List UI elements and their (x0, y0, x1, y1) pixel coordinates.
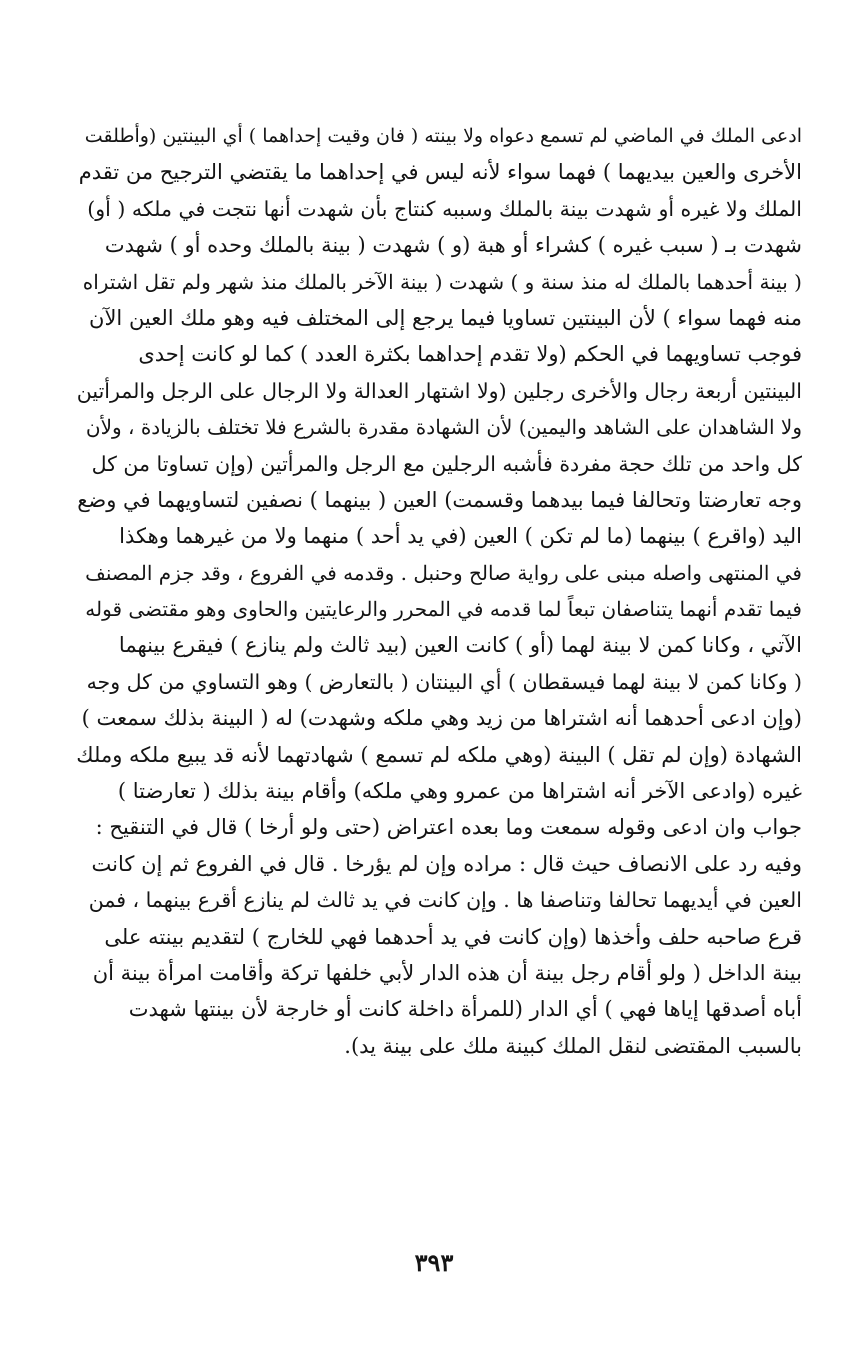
page-number: ٣٩٣ (414, 1248, 454, 1277)
text-line: فيما تقدم أنهما يتناصفان تبعاً لما قدمه في المحرر والرعايتين والحاوى وهو مقتضى قوله (85, 597, 802, 622)
text-line: الشهادة (وإن لم تقل ) البينة (وهي ملكه لم تسمع ) شهادتهما لأنه قد يبيع ملكه وملك (76, 742, 802, 767)
text-line: قرع صاحبه حلف وأخذها (وإن كانت في يد أحدهما فهي للخارج ) لتقديم بينته على (104, 924, 802, 949)
text-line: العين في أيديهما تحالفا وتناصفا ها . وإن كانت في يد ثالث لم ينازع أقرع بينهما ، فمن (88, 888, 802, 913)
text-line: (وإن ادعى أحدهما أنه اشتراها من زيد وهي ملكه وشهدت) له ( البينة بذلك سمعت ) (81, 706, 802, 731)
text-line: كل واحد من تلك حجة مفردة فأشبه الرجلين مع الرجل والمرأتين (وإن تساوتا من كل (91, 451, 802, 476)
text-line: ادعى الملك في الماضي لم تسمع دعواه ولا بينته ( فان وقيت إحداهما ) أي البينتين (وأطلقت (84, 125, 802, 147)
text-line: شهدت بـ ( سبب غيره ) كشراء أو هبة (و ) شهدت ( بينة بالملك وحده أو ) شهدت (104, 233, 802, 258)
text-line: غيره (وادعى الآخر أنه اشتراها من عمرو وهي ملكه) وأقام بينة بذلك ( تعارضتا ) (117, 779, 802, 804)
text-line: بالسبب المقتضى لنقل الملك كبينة ملك على بينة يد). (344, 1033, 802, 1058)
text-line: البينتين أربعة رجال والأخرى رجلين (ولا اشتهار العدالة ولا الرجال على الرجل والمرأتين (76, 378, 802, 403)
text-line: فوجب تساويهما في الحكم (ولا تقدم إحداهما بكثرة العدد ) كما لو كانت إحدى (138, 342, 802, 367)
text-line: ( وكانا كمن لا بينة لهما فيسقطان ) أي البينتان ( بالتعارض ) وهو التساوي من كل وجه (86, 669, 802, 694)
text-line: أباه أصدقها إياها فهي ) أي الدار (للمرأة داخلة كانت أو خارجة لأن بينتها شهدت (128, 997, 802, 1022)
body-text (76, 118, 802, 1064)
text-line: وفيه رد على الانصاف حيث قال : مراده وإن لم يؤرخا . قال في الفروع ثم إن كانت (91, 851, 802, 876)
text-line: الملك ولا غيره أو شهدت بينة بالملك وسببه كنتاج بأن شهدت أنها نتجت في ملكه ( أو) (87, 196, 802, 221)
text-line: الأخرى والعين بيديهما ) فهما سواء لأنه ليس في إحداهما ما يقتضي الترجيح من تقدم (78, 160, 802, 185)
text-line: بينة الداخل ( ولو أقام رجل بينة أن هذه الدار لأبي خلفها تركة وأقامت امرأة بينة أن (92, 960, 802, 985)
text-line: ولا الشاهدان على الشاهد واليمين) لأن الشهادة مقدرة بالشرع فلا تختلف بالزيادة ، ولأن (85, 415, 802, 440)
text-line: جواب وان ادعى وقوله سمعت وما بعده اعتراض (حتى ولو أرخا ) قال في التنقيح : (95, 815, 802, 840)
text-line: منه فهما سواء ) لأن البينتين تساويا فيما يرجع إلى المختلف فيه وهو ملك العين الآن (89, 305, 802, 330)
text-line: الآتي ، وكانا كمن لا بينة لهما (أو ) كانت العين (بيد ثالث ولم ينازع ) فيقرع بينهما (118, 633, 802, 658)
text-line: وجه تعارضتا وتحالفا فيما بيدهما وقسمت) العين ( بينهما ) نصفين لتساويهما في وضع (77, 487, 802, 512)
text-line: ( بينة أحدهما بالملك له منذ سنة و ) شهدت ( بينة الآخر بالملك منذ شهر ولم تقل اشتراه (82, 269, 802, 294)
text-line: في المنتهى واصله مبنى على رواية صالح وحنبل . وقدمه في الفروع ، وقد جزم المصنف (85, 560, 802, 585)
text-line: اليد (واقرع ) بينهما (ما لم تكن ) العين (في يد أحد ) منهما ولا من غيرهما وهكذا (119, 524, 802, 549)
